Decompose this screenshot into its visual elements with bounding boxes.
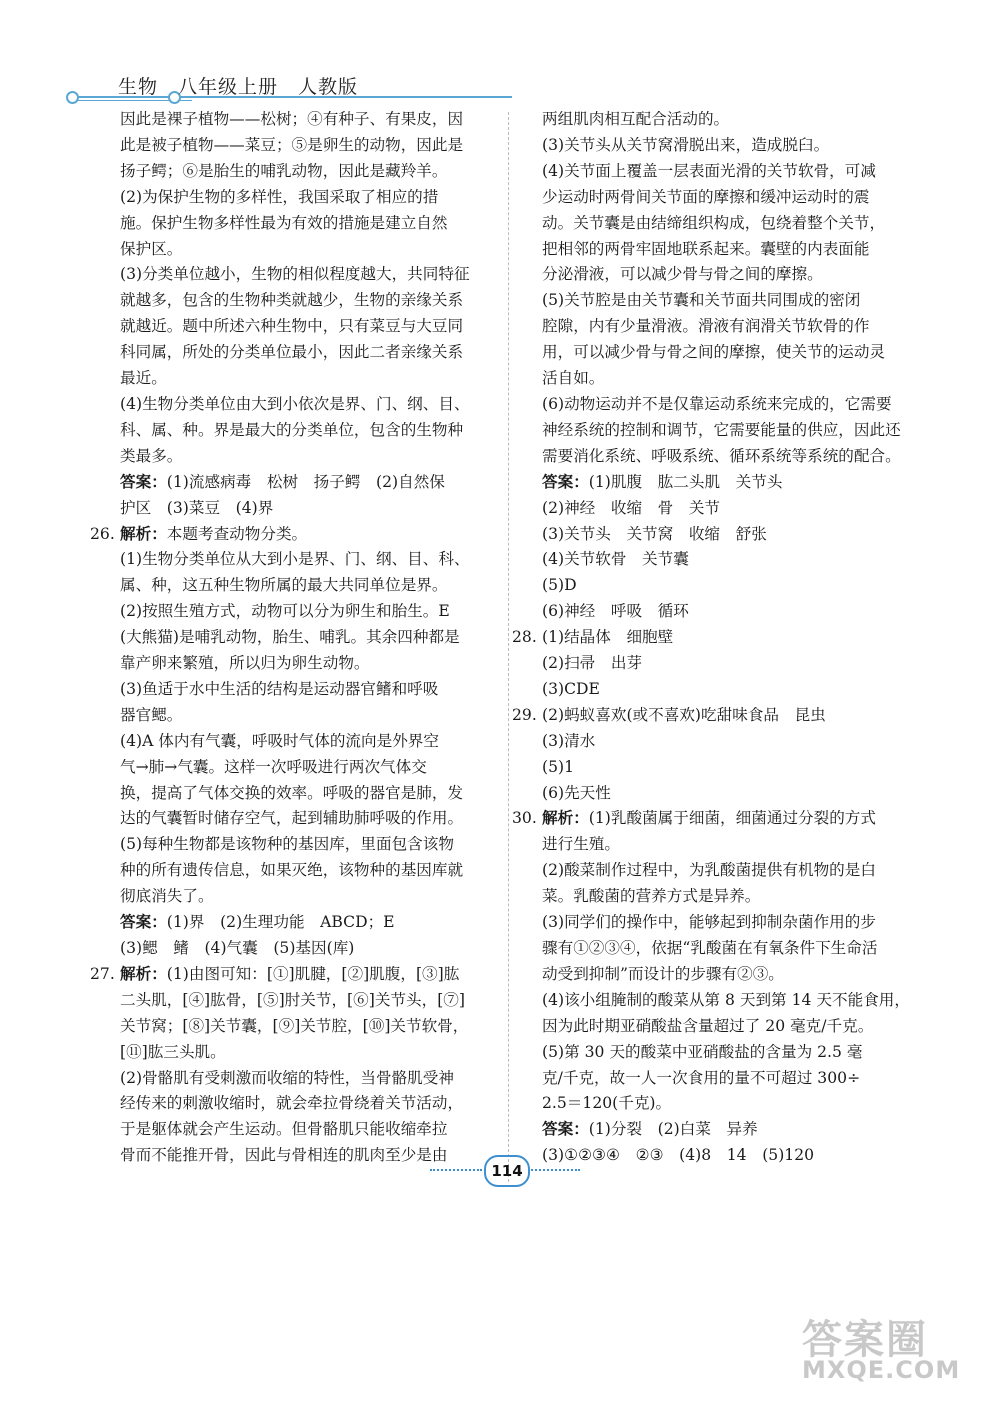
line-text: (大熊猫)是哺乳动物，胎生、哺乳。其余四种都是 [120, 628, 460, 647]
line-text: 二头肌，[④]肱骨，[⑤]肘关节，[⑥]关节头，[⑦] [120, 990, 465, 1009]
text-line [542, 237, 918, 263]
text-line [120, 340, 496, 366]
line-text: 动。关节囊是由结缔组织构成，包绕着整个关节， [542, 213, 886, 232]
section-label: 答案： [120, 913, 167, 932]
text-line [542, 1040, 918, 1066]
text-line [120, 625, 496, 651]
text-line [512, 806, 918, 832]
text-line [120, 677, 496, 703]
line-text: (6)神经 呼吸 循环 [542, 602, 689, 621]
line-text: 因此是裸子植物——松树；④有种子、有果皮，因 [120, 110, 464, 128]
text-line [542, 573, 918, 599]
line-text: 分泌滑液，可以减少骨与骨之间的摩擦。 [542, 265, 823, 284]
text-line [542, 755, 918, 781]
text-line [542, 547, 918, 573]
text-line [120, 1014, 496, 1040]
text-line [120, 988, 496, 1014]
text-line [542, 392, 918, 418]
text-line [542, 651, 918, 677]
text-line [120, 547, 496, 573]
text-line [542, 884, 918, 910]
text-line [120, 703, 496, 729]
line-text: (3)鳃 鳍 (4)气囊 (5)基因(库) [120, 939, 355, 957]
line-text: (3)分类单位越小，生物的相似程度越大，共同特征 [120, 265, 470, 284]
right-column [512, 107, 918, 1169]
question-number: 30. [512, 809, 537, 828]
line-text: (4)A 体内有气囊，呼吸时气体的流向是外界空 [120, 731, 439, 750]
text-line [542, 211, 918, 237]
text-line [90, 522, 496, 548]
line-text: (4)关节软骨 关节囊 [542, 550, 689, 569]
text-line [120, 910, 496, 936]
text-line [120, 884, 496, 910]
text-line [120, 729, 496, 755]
line-text: 保护区。 [120, 239, 183, 258]
header-title: 生物 八年级上册 人教版 [118, 76, 359, 98]
line-text: 少运动时两骨间关节面的摩擦和缓冲运动时的震 [542, 187, 870, 206]
line-text: (4)该小组腌制的酸菜从第 8 天到第 14 天不能食用， [542, 990, 910, 1009]
line-text: (3)关节头 关节窝 收缩 舒张 [542, 524, 767, 543]
text-line [542, 832, 918, 858]
text-line [512, 625, 918, 651]
text-line [120, 444, 496, 470]
line-text: (5)D [542, 576, 577, 595]
question-number: 27. [90, 964, 115, 983]
text-line [542, 107, 918, 133]
line-text: 彻底消失了。 [120, 887, 214, 906]
text-line [542, 185, 918, 211]
text-line [542, 729, 918, 755]
line-text: 气→肺→气囊。这样一次呼吸进行两次气体交 [120, 757, 427, 776]
line-text: 换，提高了气体交换的效率。呼吸的器官是肺，发 [120, 783, 464, 802]
text-line [512, 703, 918, 729]
line-text: 需要消化系统、呼吸系统、循环系统等系统的配合。 [542, 446, 901, 465]
line-text: 扬子鳄；⑥是胎生的哺乳动物，因此是藏羚羊。 [120, 161, 448, 180]
line-text: (5)每种生物都是该物种的基因库，里面包含该物 [120, 835, 454, 854]
text-line [120, 832, 496, 858]
line-text: 进行生殖。 [542, 835, 620, 854]
text-line [120, 781, 496, 807]
text-line [120, 237, 496, 263]
line-text: 腔隙，内有少量滑液。滑液有润滑关节软骨的作 [542, 317, 870, 336]
line-text: (1)界 (2)生理功能 ABCD；E [166, 913, 395, 932]
text-line [542, 1014, 918, 1040]
line-text: 骤有①②③④，依据“乳酸菌在有氧条件下生命活 [542, 939, 878, 957]
text-line [120, 1066, 496, 1092]
line-text: 因为此时期亚硝酸盐含量超过了 20 毫克/千克。 [542, 1016, 874, 1035]
text-line [120, 133, 496, 159]
line-text: (2)为保护生物的多样性，我国采取了相应的措 [120, 187, 439, 206]
line-text: (6)先天性 [542, 783, 611, 802]
line-text: (1)分裂 (2)白菜 异养 [588, 1120, 758, 1139]
line-text: 菜。乳酸菌的营养方式是异养。 [542, 887, 761, 906]
text-line [542, 988, 918, 1014]
text-line [120, 262, 496, 288]
line-text: (1)肌腹 肱二头肌 关节头 [588, 472, 783, 491]
text-line [120, 159, 496, 185]
text-line [120, 755, 496, 781]
line-text: 器官鳃。 [120, 705, 183, 724]
line-text: 动受到抑制”而设计的步骤有②③。 [542, 964, 784, 983]
text-line [120, 1040, 496, 1066]
line-text: 科、属、种。界是最大的分类单位，包含的生物种 [120, 420, 464, 439]
page-header [60, 60, 520, 110]
text-line [542, 314, 918, 340]
text-line [120, 366, 496, 392]
section-label: 答案： [542, 472, 589, 491]
line-text: (5)第 30 天的酸菜中亚硝酸盐的含量为 2.5 毫 [542, 1042, 863, 1061]
line-text: (2)骨骼肌有受刺激而收缩的特性，当骨骼肌受神 [120, 1068, 454, 1087]
text-line [542, 366, 918, 392]
section-label: 答案： [120, 472, 167, 491]
text-line [542, 522, 918, 548]
line-text: 把相邻的两骨牢固地联系起来。囊壁的内表面能 [542, 239, 870, 258]
line-text: 两组肌肉相互配合活动的。 [542, 110, 730, 128]
text-line [90, 962, 496, 988]
page-footer [430, 1155, 580, 1185]
line-text: (1)结晶体 细胞壁 [542, 628, 674, 647]
line-text: (2)按照生殖方式，动物可以分为卵生和胎生。E [120, 602, 450, 621]
line-text: (1)流感病毒 松树 扬子鳄 (2)自然保 [166, 472, 445, 491]
column-divider [508, 112, 509, 1182]
line-text: 科同属，所处的分类单位最小，因此二者亲缘关系 [120, 343, 464, 362]
line-text: [⑪]肱三头肌。 [120, 1042, 226, 1061]
line-text: (3)①②③④ ②③ (4)8 14 (5)120 [542, 1146, 815, 1165]
line-text: 施。保护生物多样性最为有效的措施是建立自然 [120, 213, 448, 232]
line-text: (3)鱼适于水中生活的结构是运动器官鳍和呼吸 [120, 679, 439, 698]
text-line [542, 936, 918, 962]
line-text: 经传来的刺激收缩时，就会牵拉骨绕着关节活动， [120, 1094, 464, 1113]
text-line [120, 392, 496, 418]
text-line [542, 159, 918, 185]
text-line [542, 470, 918, 496]
question-number: 26. [90, 524, 115, 543]
line-text: 达的气囊暂时储存空气，起到辅助肺呼吸的作用。 [120, 809, 464, 828]
line-text: (4)生物分类单位由大到小依次是界、门、纲、目、 [120, 394, 470, 413]
text-line [542, 962, 918, 988]
text-line [120, 288, 496, 314]
line-text: (5)1 [542, 757, 575, 776]
text-line [120, 107, 496, 133]
line-text: 神经系统的控制和调节，它需要能量的供应，因此还 [542, 420, 901, 439]
section-label: 解析： [542, 809, 589, 828]
text-line [542, 599, 918, 625]
text-line [120, 418, 496, 444]
text-line [120, 1117, 496, 1143]
text-line [542, 262, 918, 288]
line-text: (2)神经 收缩 骨 关节 [542, 498, 721, 517]
footer-dotted-line [528, 1169, 580, 1171]
section-label: 解析： [120, 524, 167, 543]
section-label: 解析： [120, 964, 167, 983]
text-line [542, 340, 918, 366]
line-text: 关节窝；[⑧]关节囊，[⑨]关节腔，[⑩]关节软骨， [120, 1016, 469, 1035]
section-label: 答案： [542, 1120, 589, 1139]
line-text: (1)生物分类单位从大到小是界、门、纲、目、科、 [120, 550, 470, 569]
text-line [120, 651, 496, 677]
text-line [120, 806, 496, 832]
text-line [542, 288, 918, 314]
text-line [120, 936, 496, 962]
text-line [120, 573, 496, 599]
line-text: (5)关节腔是由关节囊和关节面共同围成的密闭 [542, 291, 861, 310]
line-text: 就越近。题中所述六种生物中，只有菜豆与大豆同 [120, 317, 464, 336]
line-text: 靠产卵来繁殖，所以归为卵生动物。 [120, 654, 370, 673]
line-text: 用，可以减少骨与骨之间的摩擦，使关节的运动灵 [542, 343, 886, 362]
header-circle-icon [66, 91, 79, 104]
text-line [542, 1091, 918, 1117]
text-line [120, 185, 496, 211]
line-text: (1)由图可知：[①]肌腱，[②]肌腹，[③]肱 [166, 964, 460, 983]
line-text: 骨而不能推开骨，因此与骨相连的肌肉至少是由 [120, 1146, 448, 1165]
text-line [120, 1091, 496, 1117]
line-text: (3)清水 [542, 731, 596, 750]
line-text: 于是躯体就会产生运动。但骨骼肌只能收缩牵拉 [120, 1120, 448, 1139]
line-text: 就越多，包含的生物种类就越少，生物的亲缘关系 [120, 291, 464, 310]
text-line [542, 1143, 918, 1169]
line-text: 属、种，这五种生物所属的最大共同单位是界。 [120, 576, 448, 595]
text-line [120, 599, 496, 625]
text-line [120, 496, 496, 522]
text-line [120, 314, 496, 340]
line-text: (3)CDE [542, 679, 600, 698]
watermark-logo [792, 1308, 982, 1388]
question-number: 28. [512, 628, 537, 647]
line-text: (6)动物运动并不是仅靠运动系统来完成的，它需要 [542, 394, 892, 413]
line-text: 克/千克，故一人一次食用的量不可超过 300÷ [542, 1068, 861, 1087]
line-text: (2)蚂蚁喜欢(或不喜欢)吃甜味食品 昆虫 [542, 705, 826, 724]
line-text: 类最多。 [120, 446, 183, 465]
line-text: (3)同学们的操作中，能够起到抑制杂菌作用的步 [542, 913, 876, 932]
page-number: 114 [484, 1155, 530, 1187]
text-line [542, 133, 918, 159]
text-line [120, 858, 496, 884]
line-text: 2.5＝120(千克)。 [542, 1094, 672, 1113]
line-text: (2)扫帚 出芽 [542, 654, 643, 673]
text-line [542, 858, 918, 884]
line-text: 活自如。 [542, 369, 605, 388]
line-text: (1)乳酸菌属于细菌，细菌通过分裂的方式 [588, 809, 876, 828]
line-text: 最近。 [120, 369, 167, 388]
text-line [542, 1066, 918, 1092]
text-line [542, 418, 918, 444]
text-line [120, 211, 496, 237]
line-text: 种的所有遗传信息，如果灭绝，该物种的基因库就 [120, 861, 464, 880]
text-line [542, 910, 918, 936]
text-line [120, 470, 496, 496]
text-line [542, 1117, 918, 1143]
watermark-logo-text: 答案圈 [802, 1317, 928, 1363]
line-text: (2)酸菜制作过程中，为乳酸菌提供有机物的是白 [542, 861, 876, 880]
footer-dotted-line [430, 1169, 482, 1171]
text-line [542, 496, 918, 522]
line-text: (3)关节头从关节窝滑脱出来，造成脱臼。 [542, 135, 830, 154]
watermark-url: MXQE.COM [802, 1356, 961, 1384]
left-column [90, 107, 496, 1169]
line-text: 此是被子植物——菜豆；⑤是卵生的动物，因此是 [120, 135, 464, 154]
question-number: 29. [512, 705, 537, 724]
text-line [542, 677, 918, 703]
text-line [542, 444, 918, 470]
line-text: 本题考查动物分类。 [166, 524, 308, 543]
line-text: (4)关节面上覆盖一层表面光滑的关节软骨，可减 [542, 161, 876, 180]
line-text: 护区 (3)菜豆 (4)界 [120, 498, 274, 517]
text-line [542, 781, 918, 807]
